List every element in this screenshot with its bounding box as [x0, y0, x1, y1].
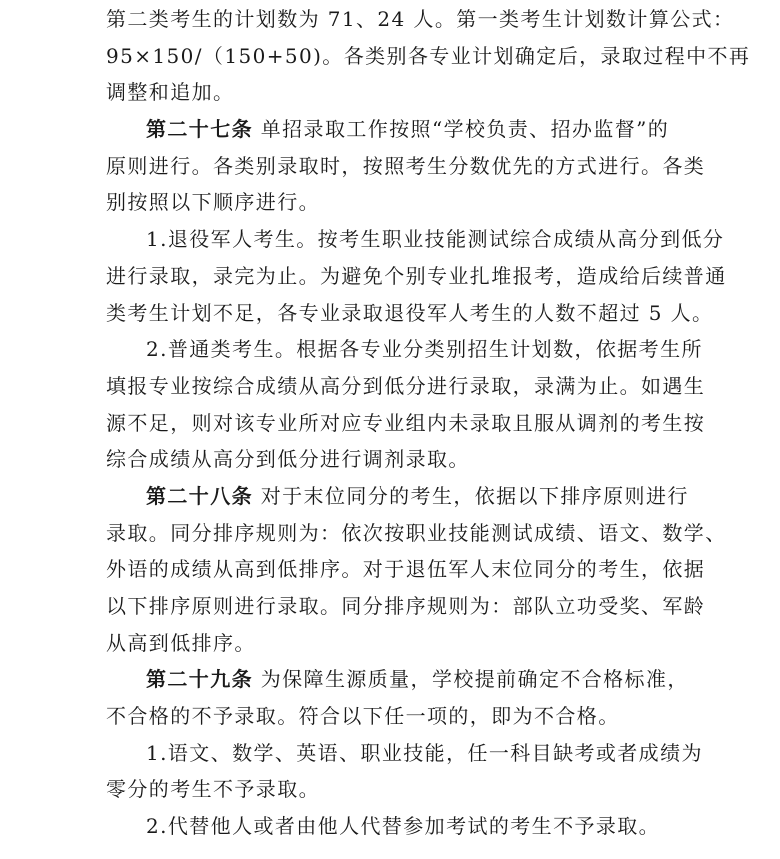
text-line: 填报专业按综合成绩从高分到低分进行录取，录满为止。如遇生 — [106, 373, 706, 398]
text-line: 原则进行。各类别录取时，按照考生分数优先的方式进行。各类 — [106, 153, 706, 178]
text-line: 类考生计划不足，各专业录取退役军人考生的人数不超过 5 人。 — [106, 300, 714, 325]
text-line: 源不足，则对该专业所对应专业组内未录取且服从调剂的考生按 — [106, 410, 706, 435]
text-line: 零分的考生不予录取。 — [106, 777, 320, 802]
article-28-line: 第二十八条 对于末位同分的考生，依据以下排序原则进行 — [146, 483, 689, 508]
article-heading: 第二十九条 — [146, 667, 253, 692]
document-body — [106, 0, 751, 845]
text-line: 录取。同分排序规则为：依次按职业技能测试成绩、语文、数学、 — [106, 520, 727, 545]
text-line: 不合格的不予录取。符合以下任一项的，即为不合格。 — [106, 704, 620, 729]
article-27-line: 第二十七条 单招录取工作按照“学校负责、招办监督”的 — [146, 117, 670, 142]
list-item-line: 2.普通类考生。根据各专业分类别招生计划数，依据考生所 — [146, 337, 703, 362]
list-item-line: 1.退役军人考生。按考生职业技能测试综合成绩从高分到低分 — [146, 227, 725, 252]
article-heading: 第二十八条 — [146, 483, 253, 508]
article-heading: 第二十七条 — [146, 117, 253, 142]
text-line: 外语的成绩从高到低排序。对于退伍军人末位同分的考生，依据 — [106, 557, 706, 582]
list-item-line: 1.语文、数学、英语、职业技能，任一科目缺考或者成绩为 — [146, 740, 703, 765]
text-line: 进行录取，录完为止。为避免个别专业扎堆报考，造成给后续普通 — [106, 263, 727, 288]
list-item-line: 2.代替他人或者由他人代替参加考试的考生不予录取。 — [146, 814, 661, 839]
text-line: 综合成绩从高分到低分进行调剂录取。 — [106, 447, 470, 472]
article-29-line: 第二十九条 为保障生源质量，学校提前确定不合格标准， — [146, 667, 689, 692]
text-line: 调整和追加。 — [106, 80, 235, 105]
text-line: 第二类考生的计划数为 71、24 人。第一类考生计划数计算公式： — [106, 7, 735, 31]
text-line: 别按照以下顺序进行。 — [106, 190, 320, 215]
text-line: 以下排序原则进行录取。同分排序规则为：部队立功受奖、军龄 — [106, 594, 706, 618]
text-line: 从高到低排序。 — [106, 630, 256, 655]
text-line: 95×150/（150+50)。各类别各专业计划确定后，录取过程中不再 — [106, 43, 751, 68]
